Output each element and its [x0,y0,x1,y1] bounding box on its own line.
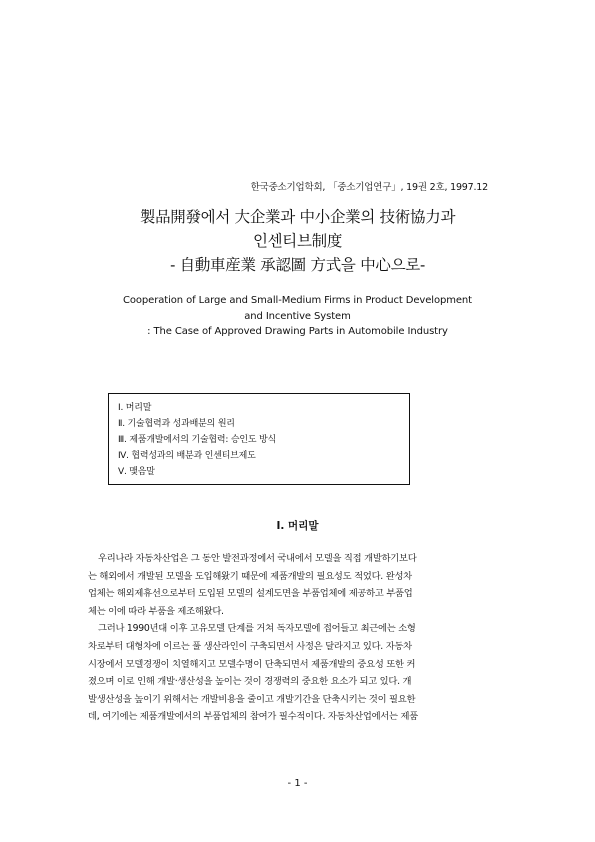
toc-item: Ⅴ. 맺음말 [118,467,155,477]
body-line: 체는 이에 따라 부품을 제조해왔다. [88,605,224,617]
korean-title-line-3: - 自動車産業 承認圖 方式을 中心으로- [170,256,425,274]
toc-item: Ⅰ. 머리말 [118,403,152,413]
body-text [88,550,516,726]
toc-item: Ⅲ. 제품개발에서의 기술협력: 승인도 방식 [118,435,277,445]
body-line: 졌으며 이로 인해 개발·생산성을 높이는 것이 경쟁력의 중요한 요소가 되고 있다. 개 [88,676,412,688]
body-line: 그러나 1990년대 이후 고유모델 단계를 거쳐 독자모델에 접어들고 최근에는 소형 [98,623,416,635]
body-line: 업체는 해외제휴선으로부터 도입된 모델의 설계도면을 부품업체에 제공하고 부품업 [88,588,413,600]
table-of-contents-box [108,393,410,485]
korean-title [0,205,595,277]
journal-citation: 한국중소기업학회, 「중소기업연구」, 19권 2호, 1997.12 [250,182,488,193]
body-line: 차로부터 대형차에 이르는 풀 생산라인이 구축되면서 사정은 달라지고 있다. 자동차 [88,640,412,652]
section-heading: Ⅰ. 머리말 [276,520,319,532]
body-line: 데, 여기에는 제품개발에서의 부품업체의 참여가 필수적이다. 자동차산업에서는 제품 [88,711,418,723]
english-title-line-3: : The Case of Approved Drawing Parts in Automobile Industry [147,326,448,337]
english-title-line-2: and Incentive System [244,310,351,322]
page-number: - 1 - [287,778,308,789]
body-line: 는 해외에서 개발된 모델을 도입해왔기 때문에 제품개발의 필요성도 적었다. 완성차 [88,570,412,582]
english-title-line-1: Cooperation of Large and Small-Medium Firms in Product Development [123,295,472,306]
korean-title-line-2: 인센티브制度 [252,232,343,250]
body-line: 시장에서 모델경쟁이 치열해지고 모델수명이 단축되면서 제품개발의 중요성 또한 커 [88,658,416,670]
body-line: 우리나라 자동차산업은 그 동안 발전과정에서 국내에서 모델을 직접 개발하기보다 [98,553,417,564]
toc-item: Ⅱ. 기술협력과 성과배분의 원리 [118,419,235,429]
toc-item: Ⅳ. 협력성과의 배분과 인센티브제도 [118,451,256,461]
english-title [0,293,595,340]
korean-title-line-1: 製品開發에서 大企業과 中小企業의 技術協力과 [139,208,456,226]
body-line: 발생산성을 높이기 위해서는 개발비용을 줄이고 개발기간을 단축시키는 것이 필요한 [88,693,416,705]
